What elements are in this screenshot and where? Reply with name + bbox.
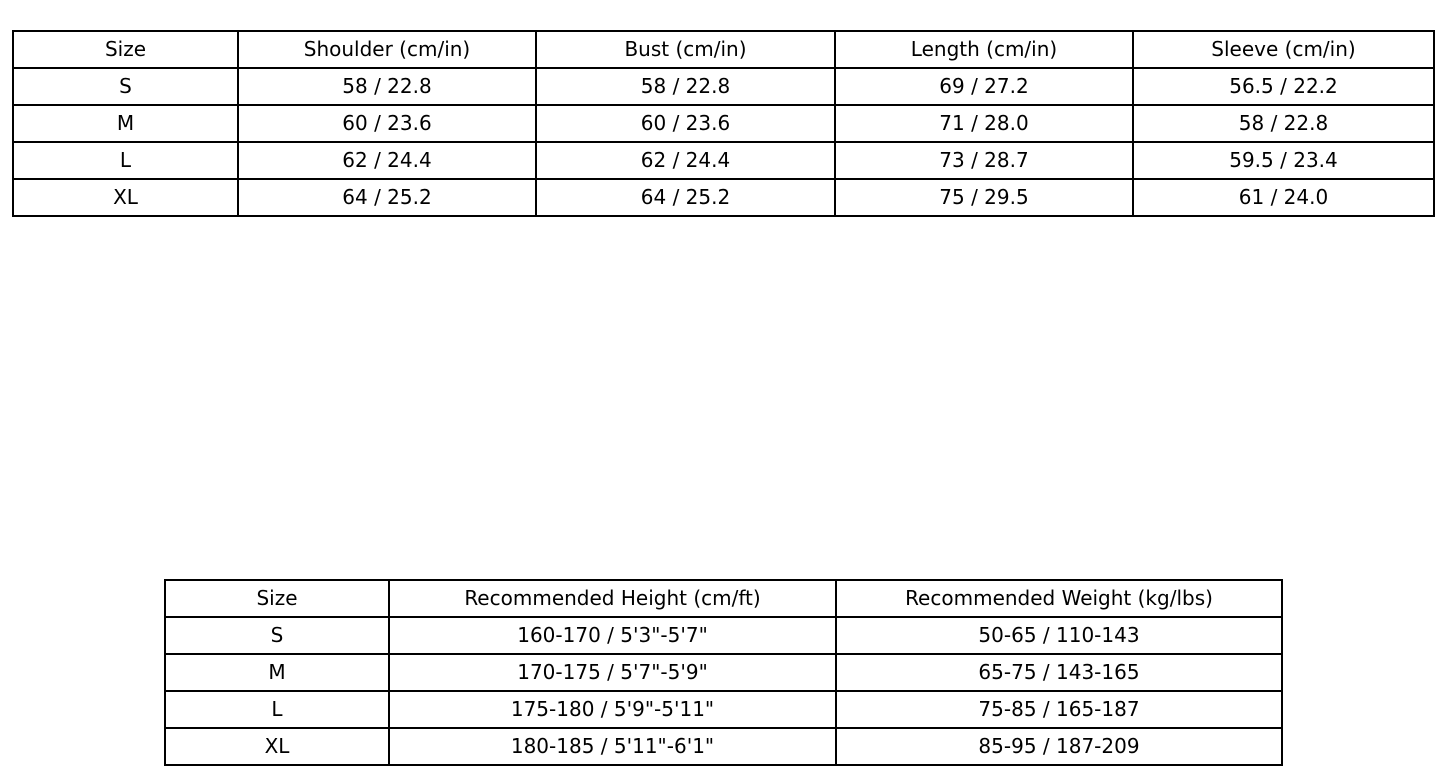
cell-height: 170-175 / 5'7"-5'9" [389, 654, 836, 691]
cell-sleeve: 59.5 / 23.4 [1133, 142, 1434, 179]
cell-height: 160-170 / 5'3"-5'7" [389, 617, 836, 654]
cell-bust: 58 / 22.8 [536, 68, 835, 105]
cell-size: S [165, 617, 389, 654]
cell-shoulder: 58 / 22.8 [238, 68, 536, 105]
table-row [13, 142, 1434, 179]
cell-length: 69 / 27.2 [835, 68, 1133, 105]
cell-size: L [165, 691, 389, 728]
cell-size: M [165, 654, 389, 691]
column-header-bust: Bust (cm/in) [536, 31, 835, 68]
table-header-row [165, 580, 1282, 617]
table-row [13, 105, 1434, 142]
cell-height: 175-180 / 5'9"-5'11" [389, 691, 836, 728]
cell-length: 71 / 28.0 [835, 105, 1133, 142]
cell-bust: 60 / 23.6 [536, 105, 835, 142]
column-header-length: Length (cm/in) [835, 31, 1133, 68]
column-header-size: Size [165, 580, 389, 617]
cell-weight: 85-95 / 187-209 [836, 728, 1282, 765]
cell-bust: 64 / 25.2 [536, 179, 835, 216]
table-row [165, 617, 1282, 654]
cell-length: 75 / 29.5 [835, 179, 1133, 216]
cell-bust: 62 / 24.4 [536, 142, 835, 179]
table-header-row [13, 31, 1434, 68]
cell-size: M [13, 105, 238, 142]
garment-measurements-table [12, 30, 1435, 217]
column-header-shoulder: Shoulder (cm/in) [238, 31, 536, 68]
table-row [165, 654, 1282, 691]
table-row [165, 728, 1282, 765]
table-row [13, 68, 1434, 105]
cell-weight: 65-75 / 143-165 [836, 654, 1282, 691]
column-header-size: Size [13, 31, 238, 68]
column-header-sleeve: Sleeve (cm/in) [1133, 31, 1434, 68]
cell-size: L [13, 142, 238, 179]
column-header-recommended-height: Recommended Height (cm/ft) [389, 580, 836, 617]
cell-weight: 50-65 / 110-143 [836, 617, 1282, 654]
cell-shoulder: 64 / 25.2 [238, 179, 536, 216]
cell-size: XL [165, 728, 389, 765]
cell-sleeve: 61 / 24.0 [1133, 179, 1434, 216]
cell-length: 73 / 28.7 [835, 142, 1133, 179]
cell-sleeve: 58 / 22.8 [1133, 105, 1434, 142]
table-row [165, 691, 1282, 728]
cell-shoulder: 60 / 23.6 [238, 105, 536, 142]
cell-size: S [13, 68, 238, 105]
cell-height: 180-185 / 5'11"-6'1" [389, 728, 836, 765]
cell-shoulder: 62 / 24.4 [238, 142, 536, 179]
cell-weight: 75-85 / 165-187 [836, 691, 1282, 728]
column-header-recommended-weight: Recommended Weight (kg/lbs) [836, 580, 1282, 617]
cell-size: XL [13, 179, 238, 216]
recommended-fit-table [164, 579, 1283, 766]
cell-sleeve: 56.5 / 22.2 [1133, 68, 1434, 105]
table-row [13, 179, 1434, 216]
